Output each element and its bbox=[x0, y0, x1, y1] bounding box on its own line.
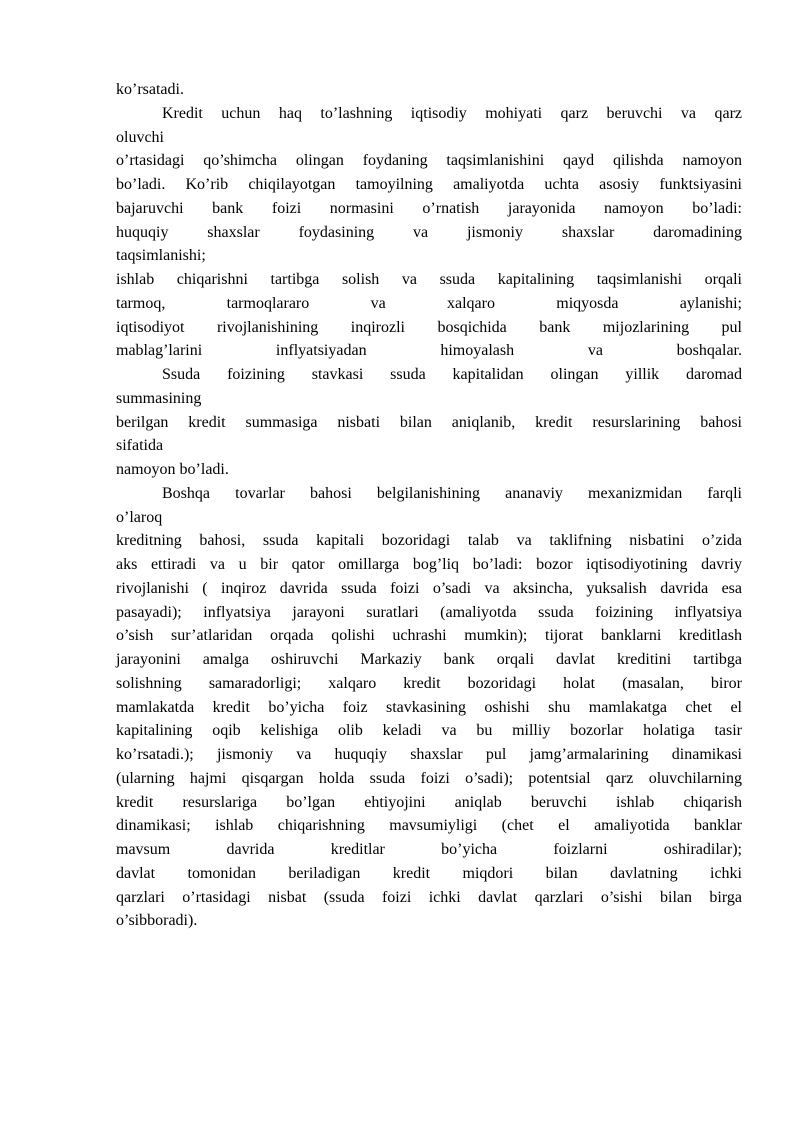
text-line: qarzlari o’rtasidagi nisbat (ssuda foizi ichki davlat qarzlari o’sishi bilan birga bbox=[116, 888, 742, 906]
text-line: mamlakatda kredit bo’yicha foiz stavkasining oshishi shu mamlakatga chet el bbox=[116, 698, 742, 716]
text-line: berilgan kredit summasiga nisbati bilan aniqlanib, kredit resurslarining bahosi bbox=[116, 413, 742, 431]
text-line: bajaruvchi bank foizi normasini o’rnatish jarayonida namoyon bo’ladi: bbox=[116, 199, 742, 217]
text-line: o’sibboradi). bbox=[116, 912, 198, 930]
text-line: o’rtasidagi qo’shimcha olingan foydaning taqsimlanishini qayd qilishda namoyon bbox=[116, 152, 742, 170]
text-line: namoyon bo’ladi. bbox=[116, 461, 229, 478]
text-line: Ssuda foizining stavkasi ssuda kapitalidan olingan yillik daromad bbox=[162, 366, 742, 383]
document-page bbox=[116, 78, 742, 933]
text-line: o’laroq bbox=[116, 508, 163, 526]
text-line: (ularning hajmi qisqargan holda ssuda foizi o’sadi); potentsial qarz oluvchilarning bbox=[116, 769, 742, 787]
text-line: pasayadi); inflyatsiya jarayoni suratlari (amaliyotda ssuda foizining inflyatsiya bbox=[116, 603, 742, 621]
text-line: mavsum davrida kreditlar bo’yicha foizlarni oshiradilar); bbox=[116, 841, 742, 858]
text-line: oluvchi bbox=[116, 128, 164, 146]
text-line: Boshqa tovarlar bahosi belgilanishining ananaviy mexanizmidan farqli bbox=[162, 484, 742, 502]
text-line: ishlab chiqarishni tartibga solish va ssuda kapitalining taqsimlanishi orqali bbox=[116, 271, 742, 288]
text-line: taqsimlanishi; bbox=[116, 247, 206, 265]
text-line: summasining bbox=[116, 389, 202, 407]
text-line: dinamikasi; ishlab chiqarishning mavsumiyligi (chet el amaliyotida banklar bbox=[116, 817, 742, 835]
text-line: ko’rsatadi. bbox=[116, 81, 184, 98]
text-line: o’sish sur’atlaridan orqada qolishi uchrashi mumkin); tijorat banklarni kreditlash bbox=[116, 627, 742, 645]
text-line: tarmoq, tarmoqlararo va xalqaro miqyosda aylanishi; bbox=[116, 294, 742, 312]
text-line: sifatida bbox=[116, 437, 164, 455]
text-line: kredit resurslariga bo’lgan ehtiyojini aniqlab beruvchi ishlab chiqarish bbox=[116, 793, 742, 811]
text-line: solishning samaradorligi; xalqaro kredit bozoridagi holat (masalan, biror bbox=[116, 674, 742, 692]
text-line: Kredit uchun haq to’lashning iqtisodiy mohiyati qarz beruvchi va qarz bbox=[162, 104, 742, 122]
text-line: huquqiy shaxslar foydasining va jismoniy shaxslar daromadining bbox=[116, 223, 742, 241]
text-line: jarayonini amalga oshiruvchi Markaziy bank orqali davlat kreditini tartibga bbox=[116, 651, 742, 668]
text-line: kapitalining oqib kelishiga olib keladi va bu milliy bozorlar holatiga tasir bbox=[116, 722, 742, 740]
text-line: davlat tomonidan beriladigan kredit miqdori bilan davlatning ichki bbox=[116, 864, 742, 882]
text-line: aks ettiradi va u bir qator omillarga bog’liq bo’ladi: bozor iqtisodiyotining davriy bbox=[116, 556, 742, 573]
text-line: mablag’larini inflyatsiyadan himoyalash va boshqalar. bbox=[116, 342, 742, 360]
text-line: kreditning bahosi, ssuda kapitali bozoridagi talab va taklifning nisbatini o’zida bbox=[116, 532, 742, 550]
text-line: rivojlanishi ( inqiroz davrida ssuda foizi o’sadi va aksincha, yuksalish davrida esa bbox=[116, 579, 742, 597]
text-line: bo’ladi. Ko’rib chiqilayotgan tamoyilning amaliyotda uchta asosiy funktsiyasini bbox=[116, 176, 742, 193]
text-line: iqtisodiyot rivojlanishining inqirozli bosqichida bank mijozlarining pul bbox=[116, 318, 742, 336]
text-line: ko’rsatadi.); jismoniy va huquqiy shaxslar pul jamg’armalarining dinamikasi bbox=[116, 746, 742, 763]
